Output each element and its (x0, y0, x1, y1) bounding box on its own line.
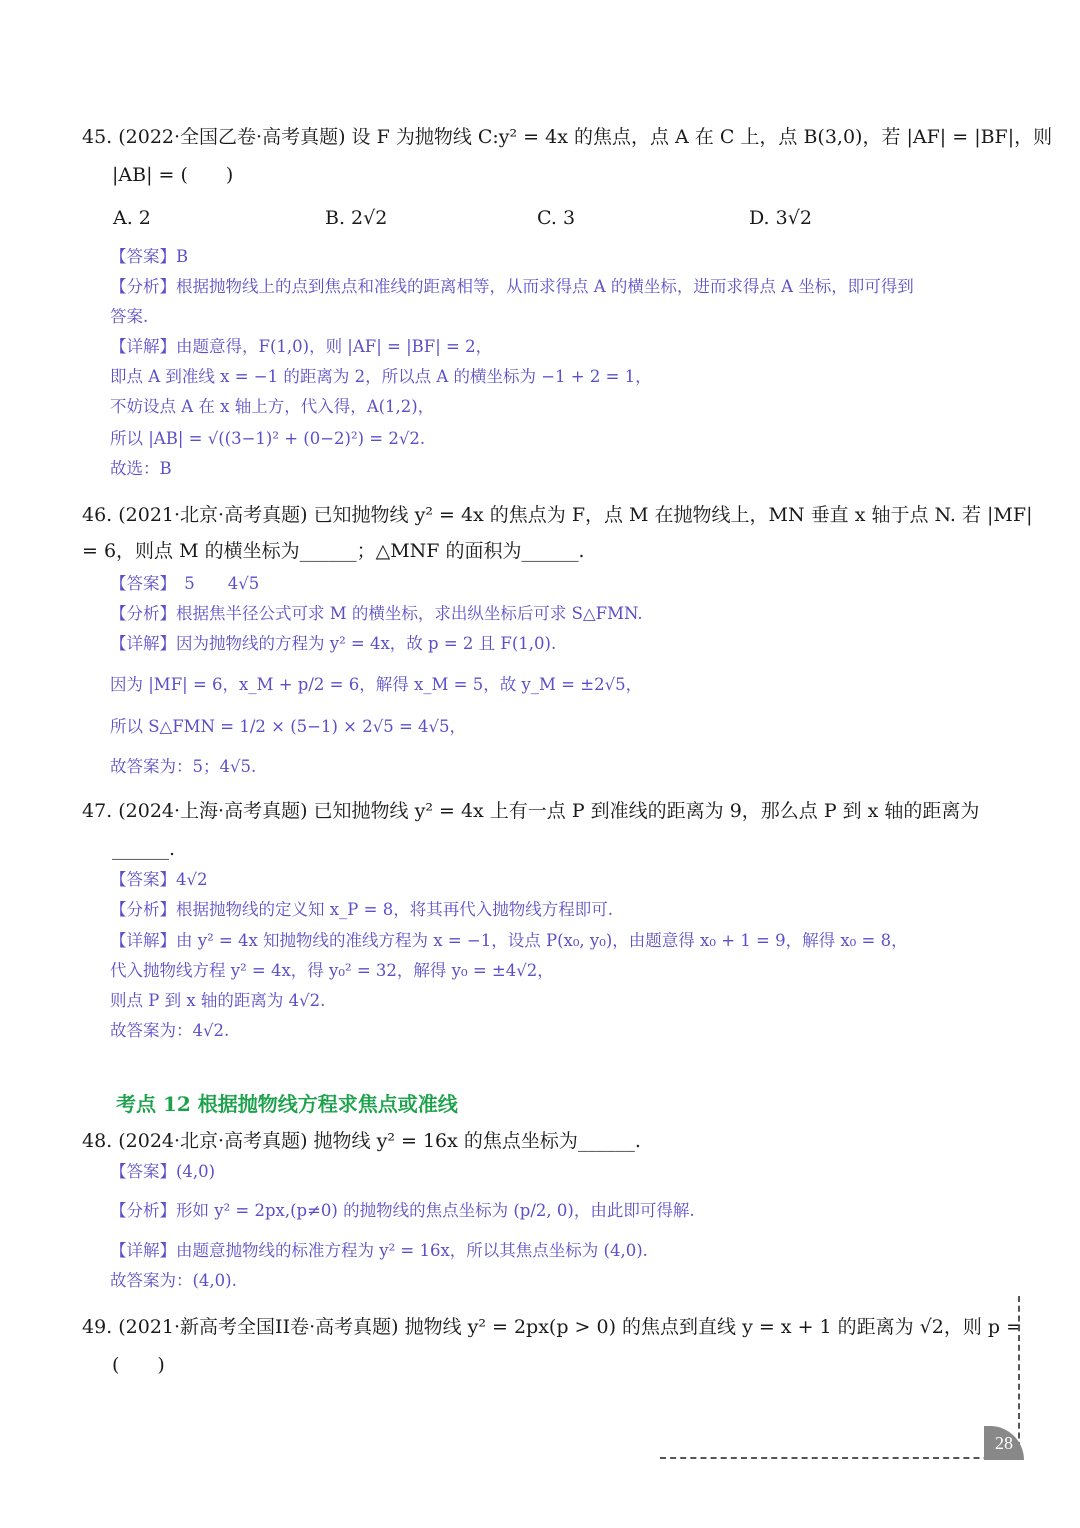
q45-option-b: B. 2√2 (325, 207, 388, 229)
q47-stem-line2: ______. (112, 838, 176, 860)
q46-detail-line2: 因为 |MF| = 6，x_M + p/2 = 6，解得 x_M = 5，故 y_M = ±2√5， (110, 675, 643, 694)
q46-stem-line1: 46. (2021·北京·高考真题) 已知抛物线 y² = 4x 的焦点为 F，点 M 在抛物线上，MN 垂直 x 轴于点 N. 若 |MF| (82, 504, 1033, 526)
q45-stem-line2: |AB| = ( ) (112, 164, 234, 186)
q45-option-d: D. 3√2 (749, 207, 812, 229)
q47-answer: 【答案】4√2 (110, 870, 208, 889)
q46-analysis: 【分析】根据焦半径公式可求 M 的横坐标，求出纵坐标后可求 S△FMN. (110, 604, 643, 623)
q45-analysis-line1: 【分析】根据抛物线上的点到焦点和准线的距离相等，从而求得点 A 的横坐标，进而求得点 A 坐标，即可得到 (110, 277, 914, 296)
q45-option-c: C. 3 (537, 207, 576, 229)
page-number: 28 (984, 1426, 1024, 1460)
q49-stem-line1: 49. (2021·新高考全国II卷·高考真题) 抛物线 y² = 2px(p > 0) 的焦点到直线 y = x + 1 的距离为 √2，则 p = (82, 1316, 1023, 1338)
q45-answer: 【答案】B (110, 247, 189, 266)
section-heading: 考点 12 根据抛物线方程求焦点或准线 (116, 1092, 458, 1116)
q48-answer: 【答案】(4,0) (110, 1162, 216, 1181)
q45-detail-line2: 即点 A 到准线 x = −1 的距离为 2，所以点 A 的横坐标为 −1 + 2 = 1， (110, 367, 652, 386)
q47-detail-line4: 故答案为：4√2. (110, 1021, 230, 1040)
q46-stem-line2: = 6，则点 M 的横坐标为______；△MNF 的面积为______. (82, 540, 585, 562)
q48-detail-line2: 故答案为：(4,0). (110, 1271, 237, 1290)
q47-analysis: 【分析】根据抛物线的定义知 x_P = 8，将其再代入抛物线方程即可. (110, 900, 613, 919)
q45-option-a: A. 2 (113, 207, 151, 229)
q45-stem-line1: 45. (2022·全国乙卷·高考真题) 设 F 为抛物线 C:y² = 4x 的焦点，点 A 在 C 上，点 B(3,0)，若 |AF| = |BF|，则 (82, 126, 1053, 148)
page-border-dashed-horizontal (660, 1457, 1020, 1459)
q49-stem-line2: ( ) (112, 1354, 165, 1376)
q45-detail-line1: 【详解】由题意得，F(1,0)，则 |AF| = |BF| = 2， (110, 337, 493, 356)
q48-detail-line1: 【详解】由题意抛物线的标准方程为 y² = 16x，所以其焦点坐标为 (4,0). (110, 1241, 648, 1260)
q45-detail-line4: 所以 |AB| = √((3−1)² + (0−2)²) = 2√2. (110, 429, 426, 448)
q48-stem: 48. (2024·北京·高考真题) 抛物线 y² = 16x 的焦点坐标为______. (82, 1130, 641, 1152)
q47-stem-line1: 47. (2024·上海·高考真题) 已知抛物线 y² = 4x 上有一点 P 到准线的距离为 9，那么点 P 到 x 轴的距离为 (82, 800, 980, 822)
q45-detail-line5: 故选：B (110, 459, 172, 478)
q45-analysis-line2: 答案. (110, 307, 149, 326)
q46-detail-line3: 所以 S△FMN = 1/2 × (5−1) × 2√5 = 4√5， (110, 717, 467, 736)
q45-detail-line3: 不妨设点 A 在 x 轴上方，代入得，A(1,2)， (110, 397, 435, 416)
q46-detail-line4: 故答案为：5；4√5. (110, 757, 257, 776)
q47-detail-line3: 则点 P 到 x 轴的距离为 4√2. (110, 991, 326, 1010)
q47-detail-line2: 代入抛物线方程 y² = 4x，得 y₀² = 32，解得 y₀ = ±4√2， (110, 961, 554, 980)
q46-detail-line1: 【详解】因为抛物线的方程为 y² = 4x，故 p = 2 且 F(1,0). (110, 634, 557, 653)
page-border-dashed-vertical (1018, 1296, 1020, 1458)
q46-answer: 【答案】 5 4√5 (110, 574, 260, 593)
q48-analysis: 【分析】形如 y² = 2px,(p≠0) 的抛物线的焦点坐标为 (p/2, 0)，由此即可得解. (110, 1201, 695, 1220)
q47-detail-line1: 【详解】由 y² = 4x 知抛物线的准线方程为 x = −1，设点 P(x₀, y₀)，由题意得 x₀ + 1 = 9，解得 x₀ = 8， (110, 931, 908, 950)
